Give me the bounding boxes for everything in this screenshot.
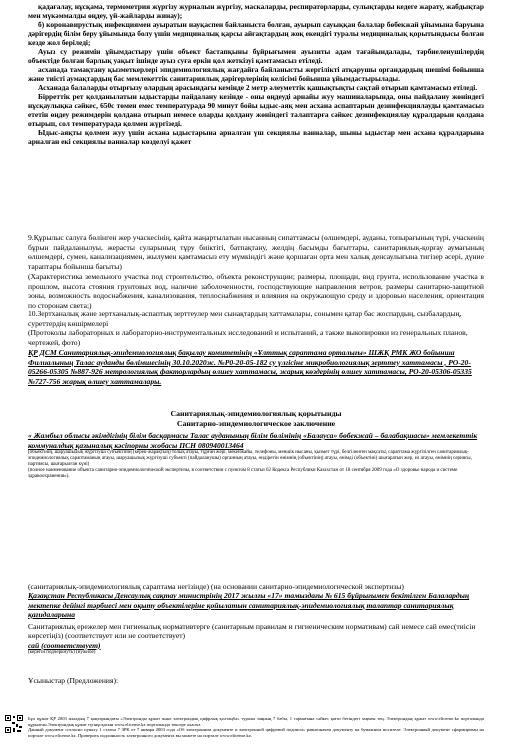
requirement-paragraph: қадағалау, нұсқама, термометрия жүргізу журналын жүргізу, маскаларды, респираторларды, сулықтарды кедеге жарату, жабдықтар мен мүкәммалды өңдеу, үй-жайларды жинау); (28, 2, 484, 21)
requirement-paragraph: Ауыз су режимін ұйымдастыру үшін объект бастапқыны бұйрығымен ауызнты адам тағайындалады, тәрбиеленушілердің объектіде болған барлық уақыт ішінде ауыз суға еркін қол жеткізуі қамтамасыз етіледі. (28, 47, 484, 66)
footer-notice (28, 716, 484, 738)
section-10 (28, 309, 484, 480)
object-name: « Жамбыл облысы әкімдігінің білім басқармасы Талас ауданының білім бөлімінің «Балауса» бөбекжай – балабақшасы» мемлекеттік коммуналдық қазыналық кәсіпорны жобасы ПСН 080940013464 (28, 431, 478, 450)
verdict-note: (керегін подчеркнуть) (нужное) (28, 649, 96, 655)
requirement-paragraph: Асханада балаларды отырғызу олардың арасындағы кемінде 2 метр әлеуметтік қашықтықты сақтай отырып қамтамасыз етіледі. (38, 83, 478, 93)
footer-line-kz: Бұл құжат ҚР 2003 жылдың 7 қаңтарындағы «Электронды құжат және электрондық цифрлық қолтаңба» туралы заңның 7 бабы, 1 тармағына сәйкес қағаз бетіндегі заңмен тең. Электрондық құжат www.elicense.kz порталында құрылған.Электрондық құжат түпнұсқасын www.elicense.kz порталында тексере аласыз. (28, 716, 484, 727)
object-note-ru: (полное наименование объекта санитарно-эпидемиологической экспертизы, в соответствии с пунктом 8 статьи 62 Кодекса Республики Казахстан от 18 сентября 2009 года «О здоровье народа и системе здравоохранения»). (28, 468, 458, 480)
section-9-kz: 9.Құрылыс салуға бөлінген жер учаскесінің, қайта жаңартылатын нысанның сипаттамасы (өлшемдері, ауданы, топырағының түрі, учаскенің бұрын пайдаланылуы, жерасты суларының тұру биіктігі, батпақтану, желдің басымды бағыттары, санитариялық-қорғау аумағының өлшемдері, сумен, канализациямен, жылумен қамтамасыз ету мүмкіндігі және қоршаған орта мен халық денсаулығына тигізер әсері, дүние тараптары бойынша бағыты) (28, 233, 484, 272)
section-9-ru: (Характеристика земельного участка под строительство, объекта реконструкции; размеры, площади, вид грунта, использование участка в прошлом, высота стояния грунтовых вод, наличие заболоченности, господствующие направления ветров, размеры санитарно-защитной зоны, возможность водоснабжения, канализования, теплоснабжения и влияния на окружающую среду и здоровью населения, ориентация по сторонам света;) (28, 271, 484, 311)
requirement-paragraph: Ыдыс-аяқты қолмен жуу үшін асхана ыдыстарына арналған үш секциялы ванналар, шыны ыдыстар мен асхана құралдарына арналған екі секциялы ванналар көзделуі қажет (28, 128, 484, 147)
requirement-paragraph: асханада тамақтану қызметкерлері эпидемиологиялық жағдайға байланысты жергілікті атқарушы органдардың шешімі бойынша және тиісті аумақтардың бас мемлекеттік санитариялық дәрігерлерінің келісімі бойынша ұйымдастырылады. (28, 65, 484, 84)
norms-text: Санитариялық ережелер мен гигиеналық нормативтерге (санитарным правилам и гигиеническим нормативам) сай немесе сай емес(тиісін көрсетіңіз) (соответствует или не соответствует) (28, 622, 476, 641)
basis-heading: (санитариялық-эпидемиологиялық сараптама негізінде) (на основании санитарно-эпидемиологической экспертизы) (28, 582, 404, 591)
suggestions (28, 676, 484, 685)
object-note-kz: (объектінің, шаруашылық жүргізуші субъектінің (керек-жарақтың) толық атауы, тұрған жері, мекенжайы, телефоны, меншік нысаны, қызмет түрі, белгіленген мақсаты, сараптама жүргізілген санитариялық-эпидемиологиялық сараптаманың атауы, шаруашылық жүргізуші субъекті (пайдаланушы) органның атауы, өндіретін өнімнің (объектінің) атауы, өнімді (объектіні) шығаратын жер, ел атауы, өнімнің сериясы, партиясы, шығарылған күні) (28, 450, 472, 468)
section-10-heading: 10.Зертханалық және зертханалық-аспаптық зерттеулер мен сынақтардың хаттамалары, сонымен қатар бас жоспардың, сызбалардың, суреттердің көшірмелері (28, 309, 462, 328)
section-10-value: ҚР ДСМ Санитариялық-эпидемиологиялық бақылау комитетінің «Ұлттық сараптама орталығы» ШЖҚ РМК ЖО бойынша Филиалының Талас ауданды бөлімшесінің 30.10.2020ж. №Р0-20-05-182 су үлгісіне микробиологиялық зерттеу хаттамасы , РО-20-05266-05305 №887-926 метрологиялық факторлардың өлшеу хаттамасы, жарық көздерінің өлшеу хаттамасы, РО-20-05306-05335 №727-756 жарық өлшеу хаттамалары. (28, 347, 472, 387)
basis-text: Қазақстан Республикасы Денсаулық сақтау министрінің 2017 жылғы «17» тамыздағы № 615 бұйрығымен бекітілген Балалардың мектепке дейінгі тәрбиесі мен оқыту объектілеріне қойылатын санитариялық-эпидемиологиялық талаптар санитариялық қағидаларына (28, 591, 470, 619)
section-10-heading-ru: (Протоколы лабораторных и лабораторно-инструментальных исследований и испытаний, а также выкопировки из генеральных планов, чертежей, фото) (28, 328, 468, 348)
verdict: сай (соответствует) (28, 640, 101, 650)
requirement-paragraph: Бірреттік рет қолданылатын ыдыстарды пайдалану кезінде - оны өңдеуді арнайы жуу машиналарында, оны пайдалану жөніндегі нұсқаулықка сәйкес, 650с төмен емес температурада 90 минут бойы ыдыс-аяқ мен асхана аспаптарын дезинфекциялауды қамтамасыз ететін өңдеу режимдерін қолдана отырып немесе оларды қолдану жөніндегі талаптарға сәйкес дезинфекциялау құралдарын қолдана отырып, сол температурада қолмен жүргізеді. (28, 92, 484, 129)
conclusion-title-kz: Санитариялық-эпидемиологиялық қорытынды (170, 408, 342, 418)
footer-line-ru: Данный документ согласно пункту 1 статьи 7 ЗРК от 7 января 2003 года «Об электронном документе и электронной цифровой подписи» равнозначен документу на бумажном носителе. Электронный документ сформирован на портале www.elicense.kz. Проверить подлинность электронного документа вы можете на портале www.elicense.kz. (28, 727, 484, 738)
suggestions-label: Ұсыныстар (Предложения): (28, 676, 119, 685)
conclusion-basis (28, 582, 484, 656)
requirement-paragraph: б) коронавирустық инфекциямен ауыратын науқаспен байланыста болған, ауырып сауыққан балалар бөбекжай ұйымына баруына дәрігердің білім беру ұйымында болу үшін медициналық қарсы айғақтардың жоқ екендігі туралы медициналық қорытындысы болған кезде жол беріледі; (28, 20, 484, 48)
conclusion-title-ru: Санитарно-эпидемиологическое заключение (176, 418, 336, 428)
qr-code-icon (4, 714, 24, 734)
requirements-section (28, 2, 484, 147)
section-9 (28, 233, 484, 311)
